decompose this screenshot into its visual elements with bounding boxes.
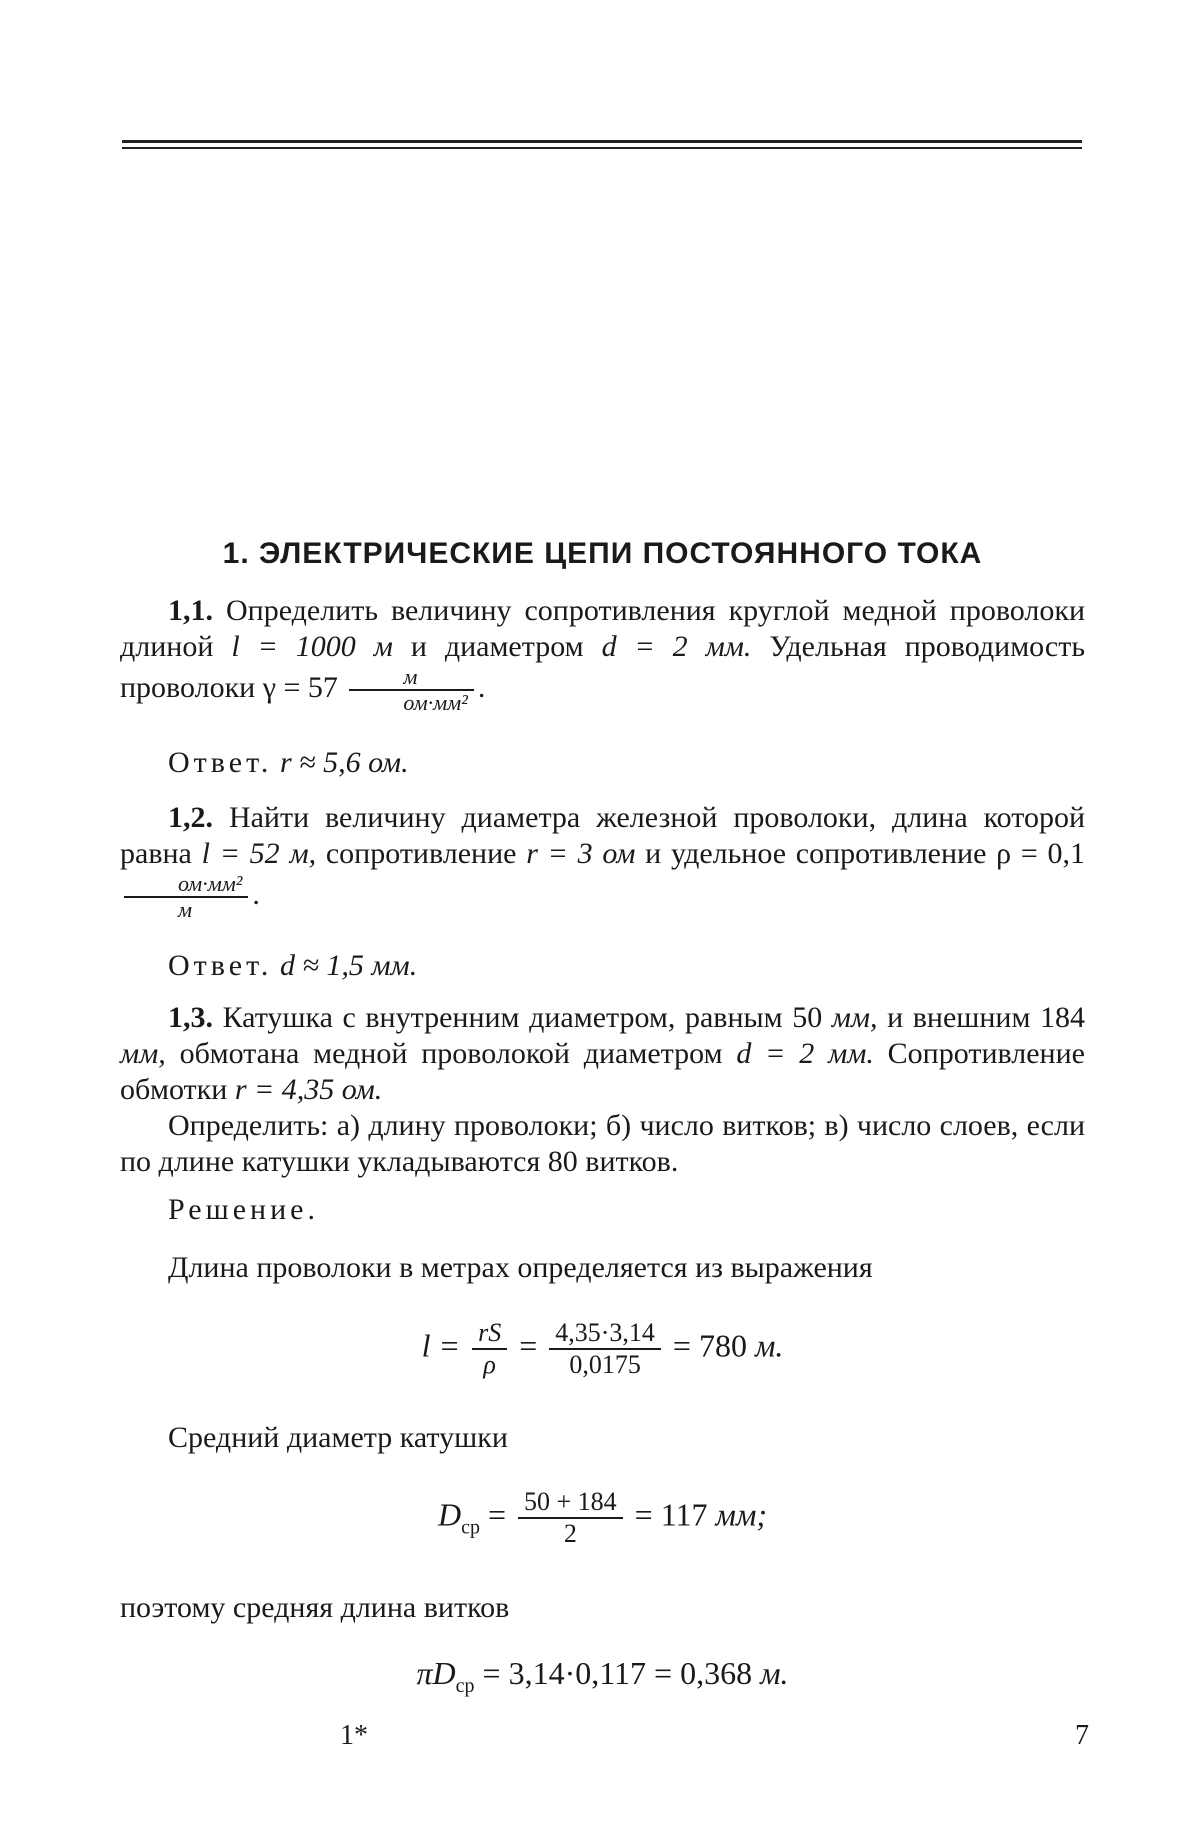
answer-value: r ≈ 5,6 [279, 746, 361, 779]
formula-turn-length: $\pi D_{ср} = 3,14\cdot 0,117 = 0,368$ м. [416, 1655, 789, 1697]
unit: ом [602, 837, 636, 870]
problem-1-3-task: Определить: а) длину проволоки; б) число витков; в) число слоев, если по длине катушки укладываются 80 витков. [120, 1109, 1085, 1178]
unit: мм, [120, 1037, 166, 1070]
problem-text: сопротивление [325, 837, 517, 870]
fraction: $\frac{4,35\cdot 3,14}{0,0175}$ [549, 1318, 661, 1380]
unit: мм. [828, 1037, 874, 1070]
diameter-value: d = 2 [736, 1037, 815, 1070]
fraction: $\frac{м}{\text{ом·мм²}}$ [349, 665, 473, 715]
unit: мм. [371, 949, 418, 982]
problem-1-3 [120, 1000, 1085, 1108]
unit: м [373, 630, 393, 663]
problem-1-1: 1,1. Определить величину сопротивления круглой медной проволоки длиной l = 1000 м и диаметром d = 2 мм. Удельная проводимость проволоки γ = 57 $\frac{м}{\text{ом·мм²}}$ . [120, 594, 1086, 715]
solution-text-3: поэтому средняя длина витков [120, 1591, 510, 1624]
answer-1-2 [120, 948, 1085, 984]
problem-text: Определить величину сопротивления круглой медной проволоки длиной [120, 594, 1086, 663]
answer-label: Ответ. [168, 949, 273, 982]
fraction: $\frac{rS}{\rho}$ [472, 1318, 507, 1380]
unit: мм. [705, 630, 752, 663]
formula-length: l = $\frac{rS}{\rho}$ = $\frac{4,35\cdot 3,14}{0,0175}$ = 780 м. [421, 1318, 784, 1379]
unit: ом. [341, 1073, 383, 1106]
problem-text: и внешним 184 [887, 1001, 1086, 1034]
problem-text: Удельная проводимость проволоки [120, 630, 1086, 704]
resistance-value: r = 3 [526, 837, 593, 870]
conductivity-value: γ = 57 [262, 670, 338, 704]
top-rule-thin [122, 147, 1082, 149]
solution-label: Решение. [168, 1193, 319, 1226]
resistivity-value: ρ = 0,1 [996, 837, 1086, 870]
length-value: l = 52 [201, 837, 280, 870]
fraction: $\frac{50 + 184}{2}$ [518, 1487, 623, 1549]
top-rule [122, 140, 1082, 143]
solution-text-1: Длина проволоки в метрах определяется из выражения [168, 1251, 873, 1284]
problem-text: Катушка с внутренним диаметром, равным 50 [222, 1001, 823, 1034]
page-number: 7 [1075, 1720, 1089, 1751]
problem-text: и диаметром [410, 630, 584, 663]
chapter-heading: 1. ЭЛЕКТРИЧЕСКИЕ ЦЕПИ ПОСТОЯННОГО ТОКА [222, 537, 983, 570]
length-value: l = 1000 [231, 630, 356, 663]
problem-number: 1,2. [168, 801, 213, 834]
problem-text: и удельное сопротивление [645, 837, 987, 870]
answer-1-1 [120, 745, 1085, 781]
problem-text: обмотана медной проволокой диаметром [179, 1037, 723, 1070]
diameter-value: d = 2 [601, 630, 688, 663]
problem-text: Найти величину диаметра железной проволоки, длина которой равна [120, 801, 1085, 870]
formula-mean-diameter: $D_{ср}$ = $\frac{50 + 184}{2}$ = 117 мм; [437, 1487, 768, 1548]
unit: мм, [831, 1001, 878, 1034]
resistance-value: r = 4,35 [234, 1073, 335, 1106]
answer-value: d ≈ 1,5 [279, 949, 364, 982]
unit: м, [289, 837, 317, 870]
solution-text-2: Средний диаметр катушки [168, 1421, 508, 1454]
fraction: $\frac{\text{ом·мм²}}{м}$ [124, 872, 248, 922]
problem-number: 1,3. [168, 1001, 213, 1034]
unit: ом. [368, 746, 409, 779]
problem-number: 1,1. [168, 594, 213, 627]
signature-mark: 1* [340, 1720, 368, 1751]
problem-1-2: 1,2. Найти величину диаметра железной проволоки, длина которой равна l = 52 м, сопротивление r = 3 ом и удельное сопротивление ρ = 0,1 $\frac{\text{ом·мм²}}{м}$ . [120, 801, 1086, 922]
problem-text: Сопротивление обмотки [120, 1037, 1085, 1106]
answer-label: Ответ. [168, 746, 273, 779]
